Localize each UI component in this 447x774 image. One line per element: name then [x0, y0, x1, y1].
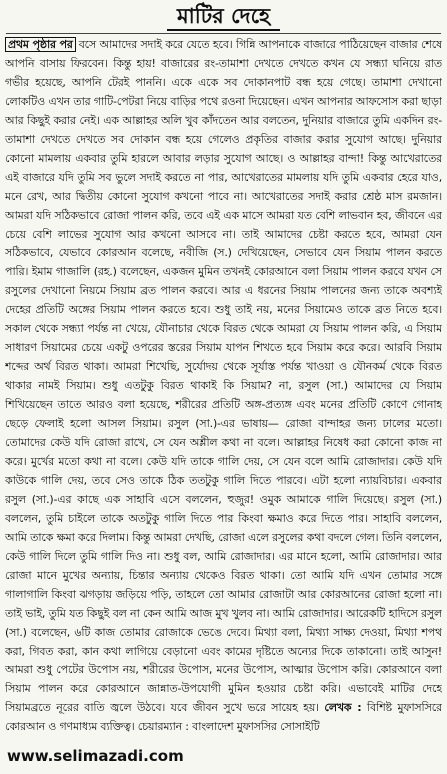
article-text: বসে আমাদের সদাই করে যেতে হবে। গিন্নি আপনাকে বাজারে পাঠিয়েছেন বাজার শেষে আপনি বাসায় ফিরবেন। কিন্তু হায়! বাজারের রং-তামাশা দেখতে দেখতে কখন যে সন্ধ্যা ঘনিয়ে রাত গভীর হয়েছে, আপনি টেরই পাননি। একে একে সব দোকানপাট বন্ধ হয়ে গেছে। তামাশা দেখানো লোকটিও এখন তার গাটি-পেটরা নিয়ে বাড়ির পথে রওনা দিয়েছেন। এখন আপনার আফসোস করা ছাড়া আর কিছুই করার নেই। এক আল্লাহর অলি খুব কাঁদতেন আর বলতেন, দুনিয়ার বাজারে তুমি একদিন রং-তামাশা দেখতে দেখতে সব দোকান বন্ধ হয়ে গেলেও প্রকৃতির বাজার করার সুযোগ আছে। দুনিয়ার কোনো মামলায় একবার তুমি হারলে আবার লড়ার সুযোগ আছে। ও আল্লাহর বান্দা! কিন্তু আখেরাতের এই বাজারে যদি তুমি সব ভুলে সদাই করতে না পার, আখেরাতের মামলায় যদি তুমি একবার হেরে যাও, মনে রেখ, আর দ্বিতীয় কোনো সুযোগ কখনো পাবে না। আখেরাতের সদাই করার শ্রেষ্ঠ মাস রমজান। আমরা যদি সঠিকভাবে রোজা পালন করি, তবে এই এক মাসে আমরা যত বেশি লাভবান হব, জীবনে এর চেয়ে বেশি লাভের সুযোগ আর কখনো আসবে না। তাই আমাদের চেষ্টা করতে হবে, আমরা যেন সঠিকভাবে, যেভাবে কোরআন বলেছে, নবীজি (স.) দেখিয়েছেন, সেভাবে যেন সিয়াম পালন করতে পারি। ইমাম গাজালি (রহ.) বলেছেন, একজন মুমিন তখনই কোরআনে বলা সিয়াম পালন করবে যখন সে রসুলের দেখানো নিয়মে সিয়াম ব্রত পালন করবে। আর এ ধরনের সিয়াম পালনের জন্য তাকে অবশ্যই দেহের প্রতিটি অঙ্গের সিয়াম পালন করতে হবে। শুধু তাই নয়, মনের সিয়ামেও তাকে ব্রত নিতে হবে। সকাল থেকে সন্ধ্যা পর্যন্ত না খেয়ে, যৌনাচার থেকে বিরত থেকে আমরা যে সিয়াম পালন করি, এ সিয়াম সাধারণ সিয়ামের চেয়ে একটু ওপরের স্তরের সিয়াম যাপন শিখতে হবে সিয়াম করে করে। আরবি সিয়াম শব্দের অর্থ বিরত থাকা। আমরা শিখেছি, সুর্যোদয় থেকে সূর্যাস্ত পর্যন্ত খাওয়া ও যৌনকর্ম থেকে বিরত থাকার নামই সিয়াম। শুধু এতটুকু বিরত থাকাই কি সিয়াম? না, রসুল (সা.) আমাদের যে সিয়াম শিখিয়েছেন তাতে আরও বলা হয়েছে, শরীরের প্রতিটি অঙ্গ-প্রত্যঙ্গ এবং মনের প্রতিটি কোণে গোনাহ ছেড়ে ফেলাই হলো আসল সিয়াম। রসুল (সা.)-এর ভাষায়— রোজা বান্দাহর জন্য ঢালের মতো। তোমাদের কেউ যদি রোজা রাখে, সে যেন অশ্লীল কথা না বলে। আল্লাহর নিষেধ করা কোনো কাজ না করে। মুর্খের মতো কথা না বলে। কেউ যদি তাকে গালি দেয়, সে যেন বলে আমি রোজাদার। কেউ যদি কাউকে গালি দেয়, তবে সেও তাকে ঠিক ততটুকু গালি দিতে পারবে। এটা হলো ন্যায়বিচার। একবার রসুল (সা.)-এর কাছে এক সাহাবি এসে বললেন, হুজুর! ওমুক আমাকে গালি দিয়েছে। রসুল (সা.) বললেন, তুমি চাইলে তাকে অতটুকু গালি দিতে পার কিংবা ক্ষমাও করে দিতে পার। সাহাবি বললেন, আমি তাকে ক্ষমা করে দিলাম। কিন্তু আমরা দেখছি, রোজা এলে রসুলের কথা বদলে গেল। তিনি বললেন, কেউ গালি দিলে তুমি গালি দিও না। শুধু বল, আমি রোজাদার। এর মানে হলো, আমি রোজাদার। আর রোজা মানে মুখের অন্যায়, চিন্তার অন্যায় থেকেও বিরত থাকা। তো আমি যদি এখন তোমার সঙ্গে গালাগালি কিংবা ঝগড়ায় জড়িয়ে পড়ি, তাহলে তো আমার রোজাটা আর কোরআনের রোজা হলো না। তাই ভাই, তুমি যত কিছুই বল না কেন আমি আজ মুখ খুলব না। আমি রোজাদার। আরেকটি হাদিসে রসুল (সা.) বলেছেন, ৬টি কাজ তোমার রোজাকে ভেঙে দেবে। মিথ্যা বলা, মিথ্যা সাক্ষ্য দেওয়া, মিথ্যা শপথ করা, গিবত করা, কান কথা লাগিয়ে বেড়ানো এবং কামের দৃষ্টিতে অন্যের দিকে তাকানো। তাই আসুন! আমরা শুধু পেটের উপোস নয়, শরীরের উপোস, মনের উপোস, আত্মার উপোস করি। কোরআনে বলা সিয়াম পালন করে কোরআনে জান্নাত-উপযোগী মুমিন হওয়ার চেষ্টা করি। এভাবেই মাটির দেহে সিয়ামব্রতে নূরের বাতি জ্বলে উঠবে। যবে জীবন সুখে ভরে সায়েহ হয়। — [5, 38, 442, 715]
continuation-tag: প্রথম পৃষ্ঠার পর — [5, 37, 76, 52]
title-block — [0, 2, 447, 31]
article-body — [5, 36, 442, 740]
title-divider — [6, 33, 441, 34]
article-title: মাটির দেহে — [167, 2, 280, 31]
website-url: www.selimazadi.com — [7, 747, 184, 765]
article-paragraph — [5, 36, 442, 737]
byline-label: লেখক : — [324, 701, 362, 715]
byline-text: বিশিষ্ট মুফাসসিরে কোরআন ও গণমাধ্যম ব্যক্তিত্ব। চেয়ারম্যান : বাংলাদেশ মুফাসসির সোসাইটি — [5, 701, 442, 734]
